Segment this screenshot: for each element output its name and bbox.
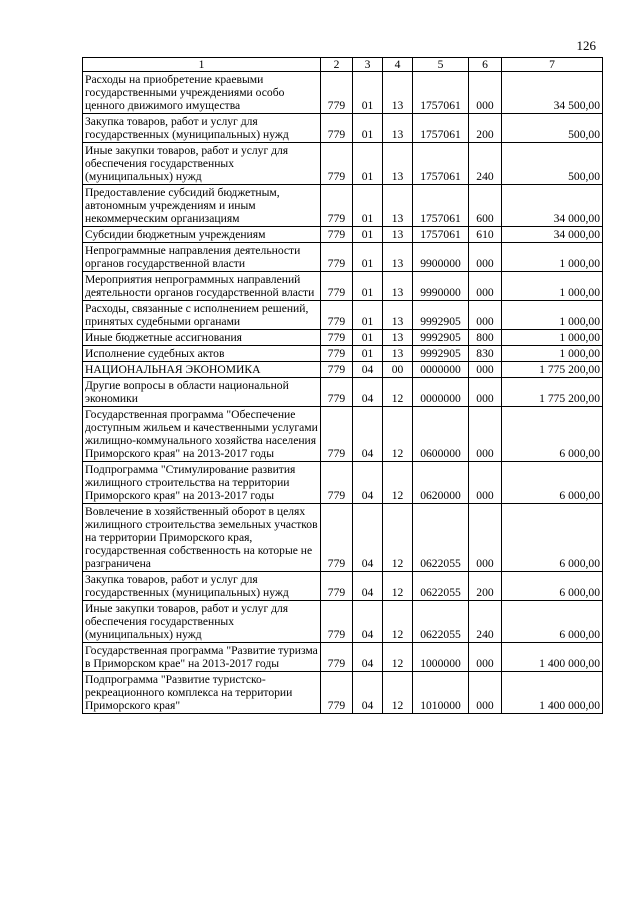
table-row <box>83 346 603 362</box>
row-target-cell: 1000000 <box>413 643 469 672</box>
row-section-cell: 01 <box>353 243 383 272</box>
row-kind-cell: 000 <box>469 407 502 462</box>
row-subsection-cell: 12 <box>383 601 413 643</box>
row-target-cell: 0000000 <box>413 378 469 407</box>
row-amount-cell: 1 000,00 <box>502 346 603 362</box>
row-amount-cell: 1 775 200,00 <box>502 378 603 407</box>
row-kind-cell: 600 <box>469 185 502 227</box>
row-section-cell: 01 <box>353 143 383 185</box>
row-subsection-cell: 12 <box>383 643 413 672</box>
row-subsection-cell: 13 <box>383 346 413 362</box>
row-target-cell: 9992905 <box>413 330 469 346</box>
row-code-cell: 779 <box>321 272 353 301</box>
row-target-cell: 1757061 <box>413 227 469 243</box>
row-subsection-cell: 13 <box>383 72 413 114</box>
row-kind-cell: 000 <box>469 362 502 378</box>
row-kind-cell: 000 <box>469 643 502 672</box>
row-section-cell: 04 <box>353 672 383 714</box>
table-row <box>83 462 603 504</box>
row-name-cell: Расходы, связанные с исполнением решений, принятых судебными органами <box>83 301 321 330</box>
row-target-cell: 9992905 <box>413 301 469 330</box>
column-header: 7 <box>502 58 603 72</box>
row-section-cell: 01 <box>353 185 383 227</box>
row-subsection-cell: 12 <box>383 504 413 572</box>
row-subsection-cell: 13 <box>383 301 413 330</box>
table-row <box>83 272 603 301</box>
row-subsection-cell: 12 <box>383 378 413 407</box>
row-subsection-cell: 13 <box>383 143 413 185</box>
table-row <box>83 504 603 572</box>
row-name-cell: Иные закупки товаров, работ и услуг для обеспечения государственных (муниципальных) нужд <box>83 143 321 185</box>
row-subsection-cell: 12 <box>383 572 413 601</box>
row-target-cell: 0620000 <box>413 462 469 504</box>
row-section-cell: 01 <box>353 272 383 301</box>
row-section-cell: 01 <box>353 330 383 346</box>
row-kind-cell: 000 <box>469 243 502 272</box>
row-target-cell: 0000000 <box>413 362 469 378</box>
row-amount-cell: 1 000,00 <box>502 243 603 272</box>
row-target-cell: 9990000 <box>413 272 469 301</box>
row-kind-cell: 800 <box>469 330 502 346</box>
row-kind-cell: 200 <box>469 114 502 143</box>
table-row <box>83 243 603 272</box>
row-code-cell: 779 <box>321 378 353 407</box>
row-subsection-cell: 13 <box>383 114 413 143</box>
row-section-cell: 04 <box>353 362 383 378</box>
row-section-cell: 04 <box>353 462 383 504</box>
row-kind-cell: 000 <box>469 462 502 504</box>
row-target-cell: 1757061 <box>413 185 469 227</box>
row-kind-cell: 000 <box>469 301 502 330</box>
row-section-cell: 01 <box>353 72 383 114</box>
table-row <box>83 301 603 330</box>
row-name-cell: Предоставление субсидий бюджетным, автономным учреждениям и иным некоммерческим организациям <box>83 185 321 227</box>
row-code-cell: 779 <box>321 572 353 601</box>
row-subsection-cell: 13 <box>383 185 413 227</box>
row-kind-cell: 200 <box>469 572 502 601</box>
row-section-cell: 04 <box>353 643 383 672</box>
row-target-cell: 9900000 <box>413 243 469 272</box>
table-row <box>83 185 603 227</box>
table-row <box>83 378 603 407</box>
row-name-cell: Закупка товаров, работ и услуг для государственных (муниципальных) нужд <box>83 114 321 143</box>
row-name-cell: Иные бюджетные ассигнования <box>83 330 321 346</box>
row-target-cell: 0622055 <box>413 601 469 643</box>
row-amount-cell: 1 400 000,00 <box>502 643 603 672</box>
table-row <box>83 227 603 243</box>
column-header: 1 <box>83 58 321 72</box>
row-kind-cell: 000 <box>469 672 502 714</box>
row-amount-cell: 1 000,00 <box>502 272 603 301</box>
table-row <box>83 643 603 672</box>
row-name-cell: Закупка товаров, работ и услуг для государственных (муниципальных) нужд <box>83 572 321 601</box>
row-target-cell: 1757061 <box>413 72 469 114</box>
row-subsection-cell: 13 <box>383 227 413 243</box>
row-amount-cell: 6 000,00 <box>502 572 603 601</box>
page-number: 126 <box>576 38 596 53</box>
row-name-cell: Субсидии бюджетным учреждениям <box>83 227 321 243</box>
row-subsection-cell: 00 <box>383 362 413 378</box>
row-amount-cell: 1 775 200,00 <box>502 362 603 378</box>
row-amount-cell: 1 400 000,00 <box>502 672 603 714</box>
column-header: 5 <box>413 58 469 72</box>
row-name-cell: Подпрограмма "Развитие туристско-рекреационного комплекса на территории Приморского края" <box>83 672 321 714</box>
row-name-cell: Мероприятия непрограммных направлений деятельности органов государственной власти <box>83 272 321 301</box>
table-row <box>83 362 603 378</box>
row-subsection-cell: 12 <box>383 407 413 462</box>
column-header: 6 <box>469 58 502 72</box>
table-row <box>83 114 603 143</box>
row-target-cell: 1010000 <box>413 672 469 714</box>
row-name-cell: Непрограммные направления деятельности органов государственной власти <box>83 243 321 272</box>
row-amount-cell: 34 500,00 <box>502 72 603 114</box>
row-name-cell: Расходы на приобретение краевыми государственными учреждениями особо ценного движимого имущества <box>83 72 321 114</box>
row-code-cell: 779 <box>321 643 353 672</box>
row-kind-cell: 240 <box>469 143 502 185</box>
row-section-cell: 01 <box>353 114 383 143</box>
row-section-cell: 01 <box>353 301 383 330</box>
row-name-cell: Государственная программа "Развитие туризма в Приморском крае" на 2013-2017 годы <box>83 643 321 672</box>
row-code-cell: 779 <box>321 301 353 330</box>
row-kind-cell: 240 <box>469 601 502 643</box>
row-subsection-cell: 12 <box>383 462 413 504</box>
row-code-cell: 779 <box>321 407 353 462</box>
row-code-cell: 779 <box>321 227 353 243</box>
row-name-cell: Иные закупки товаров, работ и услуг для обеспечения государственных (муниципальных) нужд <box>83 601 321 643</box>
row-target-cell: 0600000 <box>413 407 469 462</box>
row-code-cell: 779 <box>321 346 353 362</box>
row-amount-cell: 1 000,00 <box>502 301 603 330</box>
row-kind-cell: 000 <box>469 378 502 407</box>
row-code-cell: 779 <box>321 185 353 227</box>
row-target-cell: 1757061 <box>413 143 469 185</box>
row-kind-cell: 000 <box>469 272 502 301</box>
row-target-cell: 0622055 <box>413 572 469 601</box>
row-kind-cell: 000 <box>469 504 502 572</box>
table-row <box>83 143 603 185</box>
table-header-row <box>83 58 603 72</box>
row-name-cell: Исполнение судебных актов <box>83 346 321 362</box>
row-section-cell: 01 <box>353 227 383 243</box>
column-header: 4 <box>383 58 413 72</box>
row-subsection-cell: 12 <box>383 672 413 714</box>
row-section-cell: 01 <box>353 346 383 362</box>
table-row <box>83 407 603 462</box>
row-section-cell: 04 <box>353 407 383 462</box>
table-row <box>83 72 603 114</box>
row-code-cell: 779 <box>321 114 353 143</box>
row-amount-cell: 500,00 <box>502 143 603 185</box>
row-code-cell: 779 <box>321 72 353 114</box>
row-code-cell: 779 <box>321 143 353 185</box>
row-section-cell: 04 <box>353 601 383 643</box>
row-code-cell: 779 <box>321 504 353 572</box>
row-kind-cell: 000 <box>469 72 502 114</box>
row-code-cell: 779 <box>321 243 353 272</box>
row-code-cell: 779 <box>321 462 353 504</box>
table-row <box>83 330 603 346</box>
row-name-cell: НАЦИОНАЛЬНАЯ ЭКОНОМИКА <box>83 362 321 378</box>
row-subsection-cell: 13 <box>383 330 413 346</box>
row-target-cell: 9992905 <box>413 346 469 362</box>
row-target-cell: 1757061 <box>413 114 469 143</box>
row-amount-cell: 1 000,00 <box>502 330 603 346</box>
row-amount-cell: 34 000,00 <box>502 227 603 243</box>
table-row <box>83 672 603 714</box>
row-name-cell: Государственная программа "Обеспечение доступным жильем и качественными услугами жилищно-коммунального хозяйства населения Приморского края" на 2013-2017 годы <box>83 407 321 462</box>
row-kind-cell: 610 <box>469 227 502 243</box>
row-target-cell: 0622055 <box>413 504 469 572</box>
row-amount-cell: 6 000,00 <box>502 407 603 462</box>
row-code-cell: 779 <box>321 330 353 346</box>
row-subsection-cell: 13 <box>383 243 413 272</box>
row-amount-cell: 500,00 <box>502 114 603 143</box>
row-section-cell: 04 <box>353 572 383 601</box>
table-row <box>83 601 603 643</box>
row-code-cell: 779 <box>321 672 353 714</box>
budget-table <box>82 57 603 714</box>
row-code-cell: 779 <box>321 601 353 643</box>
column-header: 3 <box>353 58 383 72</box>
row-amount-cell: 6 000,00 <box>502 504 603 572</box>
row-name-cell: Подпрограмма "Стимулирование развития жилищного строительства на территории Приморского края" на 2013-2017 годы <box>83 462 321 504</box>
row-subsection-cell: 13 <box>383 272 413 301</box>
table-row <box>83 572 603 601</box>
row-name-cell: Вовлечение в хозяйственный оборот в целях жилищного строительства земельных участков на территории Приморского края, государственная собственность на которые не разграничена <box>83 504 321 572</box>
row-amount-cell: 6 000,00 <box>502 601 603 643</box>
row-amount-cell: 34 000,00 <box>502 185 603 227</box>
row-name-cell: Другие вопросы в области национальной экономики <box>83 378 321 407</box>
row-code-cell: 779 <box>321 362 353 378</box>
row-amount-cell: 6 000,00 <box>502 462 603 504</box>
column-header: 2 <box>321 58 353 72</box>
row-section-cell: 04 <box>353 504 383 572</box>
row-kind-cell: 830 <box>469 346 502 362</box>
row-section-cell: 04 <box>353 378 383 407</box>
